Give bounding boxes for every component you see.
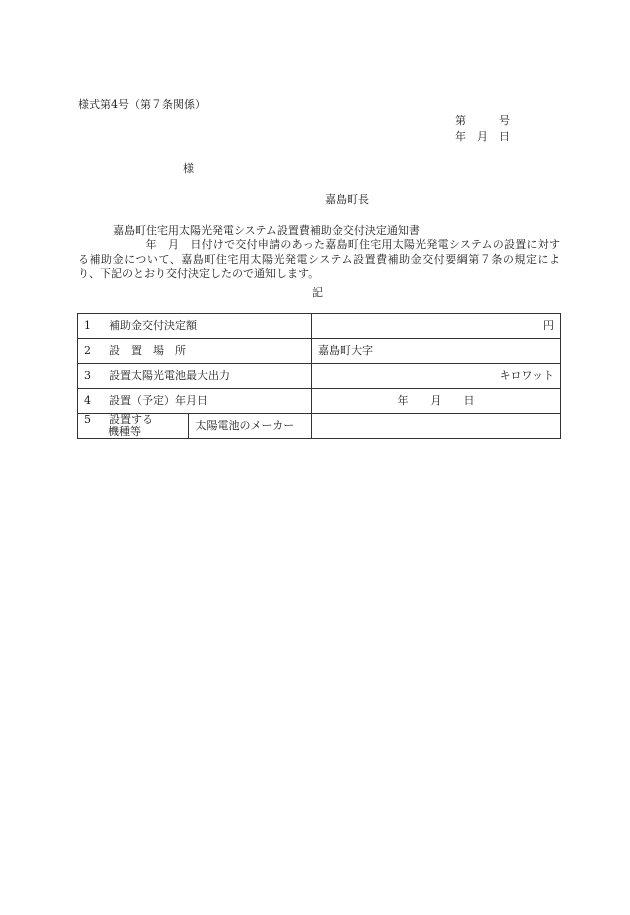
row-value-cell: 嘉島町大字: [312, 339, 561, 364]
row-label-cell: [78, 339, 312, 364]
row-label-cell: [78, 314, 312, 339]
row-number: 5: [84, 413, 91, 426]
row-number: 4: [84, 394, 91, 407]
ki-label: 記: [312, 286, 323, 299]
row-number: 1: [84, 319, 91, 332]
table-row: [78, 414, 561, 439]
row-label-cell: [78, 414, 189, 439]
issuer: 嘉島町長: [325, 193, 369, 206]
table-row: [78, 364, 561, 389]
document-number-label: 第 号: [455, 114, 510, 127]
row-number: 2: [84, 344, 91, 357]
row-value-cell: [312, 414, 561, 439]
row-value-cell: キロワット: [312, 364, 561, 389]
row-label-line2: 機種等: [108, 425, 141, 438]
row-label: 設置する: [109, 413, 153, 426]
table-row: [78, 389, 561, 414]
row-value-cell: 円: [312, 314, 561, 339]
body-text: 年 月 日付けで交付申請のあった嘉島町住宅用太陽光発電システムの設置に対する補助金について、嘉島町住宅用太陽光発電システム設置費補助金交付要綱第７条の規定により、下記のとおり交付決定したので通知します。: [78, 238, 560, 280]
row-label: 補助金交付決定額: [109, 319, 197, 332]
table-row: [78, 339, 561, 364]
document-title: 嘉島町住宅用太陽光発電システム設置費補助金交付決定通知書: [113, 224, 420, 237]
addressee: 様: [183, 162, 194, 175]
row-sublabel-cell: 太陽電池のメーカー: [189, 414, 312, 439]
row-label: 設置（予定）年月日: [109, 394, 208, 407]
row-label: 設 置 場 所: [109, 344, 186, 357]
document-date-label: 年 月 日: [455, 130, 510, 143]
details-table: [77, 313, 561, 439]
table-row: [78, 314, 561, 339]
row-value-cell: 年 月 日: [312, 389, 561, 414]
row-number: 3: [84, 369, 91, 382]
row-label-cell: [78, 364, 312, 389]
form-label: 様式第4号（第７条関係）: [78, 98, 206, 111]
row-label: 設置太陽光電池最大出力: [109, 369, 230, 382]
row-label-cell: [78, 389, 312, 414]
